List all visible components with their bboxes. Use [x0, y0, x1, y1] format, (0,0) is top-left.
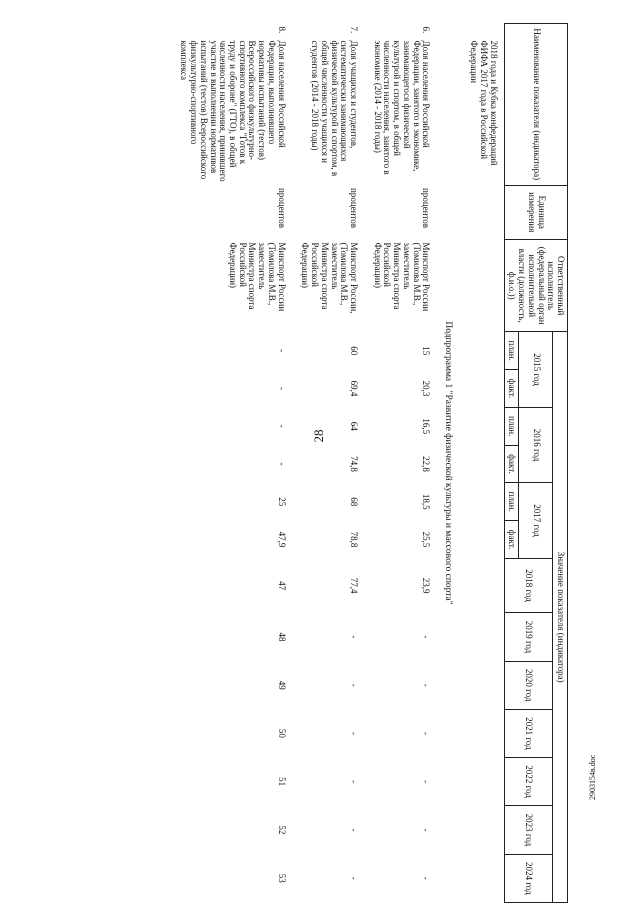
- row-number: 6.: [421, 26, 432, 34]
- header-2018: 2018 год: [504, 558, 553, 613]
- header-2017-fact: факт.: [504, 521, 519, 559]
- header-2016-fact: факт.: [504, 445, 519, 483]
- header-2017: 2017 год: [519, 483, 553, 559]
- value-2020: -: [348, 683, 359, 687]
- value-2017-plan: 18,5: [421, 493, 432, 510]
- value-2023: 52: [276, 825, 287, 835]
- value-2022: 51: [276, 777, 287, 787]
- footer-filename: 2903154в.doc: [588, 754, 597, 800]
- responsible-cell: Минспорт России (Томилова М.В., заместитель Министра спорта Российской Федерации): [228, 242, 287, 312]
- header-values-group: Значение показателя (индикатора): [553, 332, 568, 903]
- header-2017-plan: план.: [504, 483, 519, 521]
- value-2015-fact: -: [276, 386, 287, 390]
- table-row: [169, 24, 290, 903]
- value-2024: 53: [276, 873, 287, 883]
- header-2015: 2015 год: [519, 332, 553, 408]
- value-2018: 77,4: [348, 577, 359, 594]
- indicator-name-cell: [362, 24, 434, 186]
- indicator-name-cell: [290, 24, 362, 186]
- header-2021: 2021 год: [504, 709, 553, 757]
- value-2017-fact: 78,8: [348, 531, 359, 548]
- value-2022: -: [348, 780, 359, 784]
- value-2019: 48: [276, 632, 287, 642]
- value-2019: -: [348, 635, 359, 639]
- page-number: 28: [311, 429, 326, 443]
- indicator-name: Доля учащихся и студентов, систематически занимающихся физической культурой и спортом, в общей численности учащихся и студентов (2014 - 2018 годы): [310, 40, 359, 177]
- table-row: [290, 24, 362, 903]
- value-2017-plan: 68: [348, 497, 359, 507]
- value-2015-fact: 20,3: [421, 380, 432, 397]
- value-2016-plan: -: [276, 424, 287, 428]
- value-2024: -: [421, 876, 432, 880]
- value-2016-plan: 16,5: [421, 418, 432, 435]
- value-2017-plan: 25: [276, 497, 287, 507]
- indicator-name: Доля населения Российской Федерации, выполнившего нормативы испытаний (тестов) Всероссийского физкультурно-спортивного комплекса "Готов к труду и обороне" (ГТО), в общей численности населения, принявшего участие в выполнении нормативов испытаний (тестов) Всероссийского физкультурно-спортивного комплекса: [179, 40, 287, 182]
- value-2023: -: [421, 828, 432, 832]
- value-2015-plan: 60: [348, 346, 359, 356]
- value-2016-fact: 22,8: [421, 456, 432, 472]
- value-2017-fact: 47,9: [276, 531, 287, 548]
- responsible-cell: Минспорт России (Томилова М.В., заместитель Министра спорта Российской Федерации): [372, 242, 432, 312]
- value-2023: -: [348, 828, 359, 832]
- indicator-name: Доля населения Российской Федерации, занятого в экономике, занимающегося физической культурой и спортом, в общей численности населения, занятого в экономике (2014 - 2018 годы): [372, 40, 432, 175]
- value-2015-plan: 15: [421, 346, 432, 356]
- header-2023: 2023 год: [504, 806, 553, 854]
- value-2015-plan: -: [276, 349, 287, 353]
- value-2020: 49: [276, 680, 287, 690]
- value-2017-fact: 25,5: [421, 531, 432, 548]
- indicator-name-cell: [169, 24, 290, 186]
- value-2021: -: [421, 731, 432, 735]
- value-2021: -: [348, 731, 359, 735]
- value-2024: -: [348, 876, 359, 880]
- header-2020: 2020 год: [504, 661, 553, 709]
- value-2019: -: [421, 635, 432, 639]
- document-sheet: [0, 23, 568, 903]
- value-2018: 47: [276, 581, 287, 591]
- header-2016: 2016 год: [519, 407, 553, 483]
- value-2020: -: [421, 683, 432, 687]
- header-2022: 2022 год: [504, 758, 553, 806]
- unit-cell: процентов: [276, 188, 287, 229]
- header-responsible: Ответственный исполнитель (федеральный орган исполнительной власти (должность, ф.и.о.)): [504, 240, 567, 332]
- value-2018: 23,9: [421, 577, 432, 594]
- header-2016-plan: план.: [504, 407, 519, 445]
- value-2021: 50: [276, 728, 287, 738]
- value-2022: -: [421, 780, 432, 784]
- header-unit: Единица измерения: [504, 185, 567, 240]
- subprogram-title: Подпрограмма 1 "Развитие физической культуры и массового спорта": [442, 321, 453, 605]
- unit-cell: процентов: [348, 188, 359, 229]
- row-number: 7.: [348, 26, 359, 34]
- header-2019: 2019 год: [504, 613, 553, 661]
- row-number: 8.: [276, 26, 287, 34]
- header-2024: 2024 год: [504, 854, 553, 902]
- indicators-table: [169, 23, 568, 903]
- continuation-text: 2018 года и Кубка конфедераций ФИФА 2017 года в Российской Федерации: [469, 40, 499, 166]
- table-row: [362, 24, 434, 903]
- unit-cell: процентов: [421, 188, 432, 229]
- header-2015-plan: план.: [504, 332, 519, 370]
- value-2016-plan: 64: [348, 421, 359, 431]
- value-2016-fact: 74,8: [348, 456, 359, 472]
- header-indicator-name: Наименование показателя (индикатора): [504, 24, 567, 186]
- value-2015-fact: 69,4: [348, 380, 359, 397]
- responsible-cell: Минспорт России, (Томилова М.В., заместитель Министра спорта Российской Федерации): [300, 242, 359, 314]
- header-2015-fact: факт.: [504, 370, 519, 408]
- value-2016-fact: -: [276, 462, 287, 466]
